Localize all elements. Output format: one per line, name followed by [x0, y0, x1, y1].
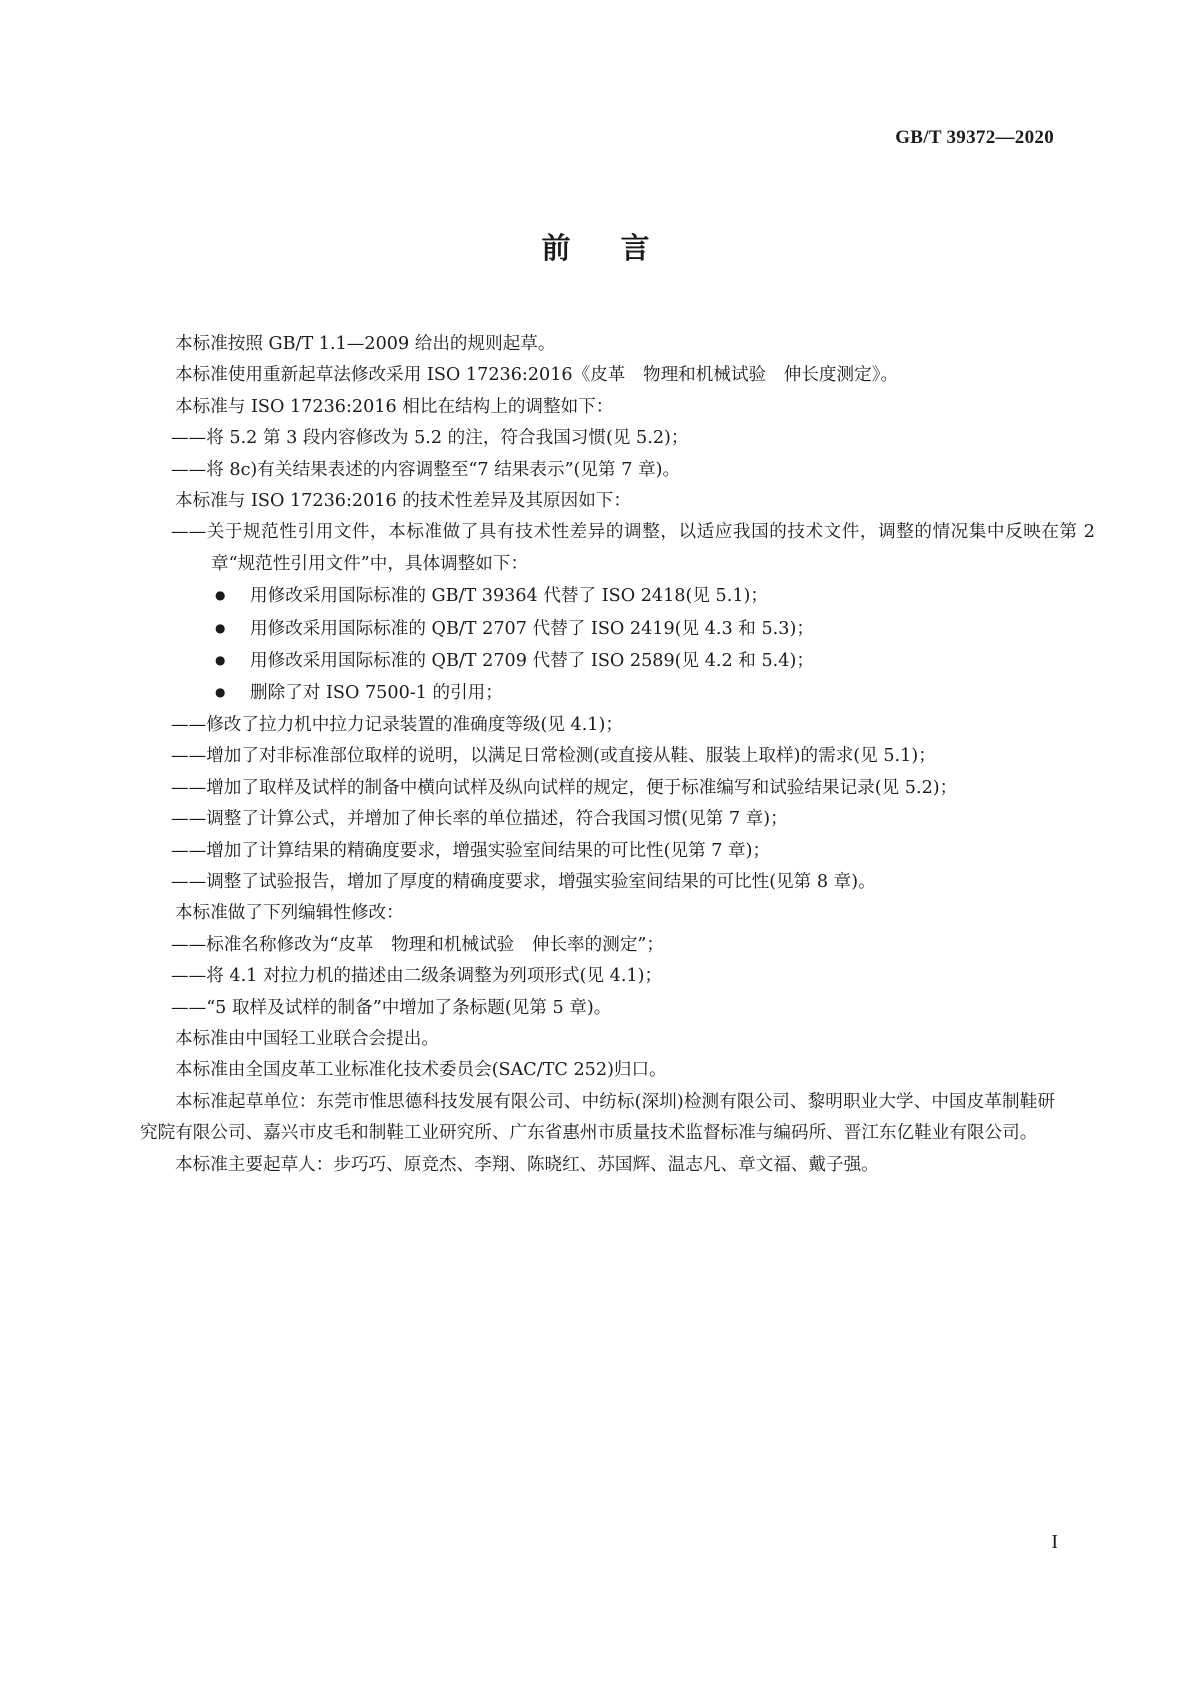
bullet-icon: ● [215, 653, 226, 668]
paragraph-technical-differences: 本标准与 ISO 17236:2016 的技术性差异及其原因如下： [175, 491, 631, 512]
bullet-text: 用修改采用国际标准的 GB/T 39364 代替了 ISO 2418(见 5.1)； [250, 586, 768, 607]
bullet-item [175, 677, 1055, 709]
list-item: ——关于规范性引用文件，本标准做了具有技术性差异的调整，以适应我国的技术文件，调整的情况集中反映在第 2 章“规范性引用文件”中，具体调整如下： [171, 522, 1095, 574]
list-item: ——增加了计算结果的精确度要求，增强实验室间结果的可比性(见第 7 章)； [171, 840, 771, 861]
bullet-item [175, 580, 1055, 612]
list-item: ——将 8c)有关结果表述的内容调整至“7 结果表示”(见第 7 章)。 [171, 459, 681, 480]
paragraph-drafting-units-text: 本标准起草单位：东莞市惟思德科技发展有限公司、中纺标(深圳)检测有限公司、黎明职业大学、中国皮革制鞋研究院有限公司、嘉兴市皮毛和制鞋工业研究所、广东省惠州市质量技术监督标准与编码所、晋江东亿鞋业有限公司。 [140, 1091, 1055, 1144]
paragraph-drafting-rules: 本标准按照 GB/T 1.1—2009 给出的规则起草。 [175, 334, 556, 354]
page-number: I [1051, 1531, 1058, 1553]
paragraph-structural-changes: 本标准与 ISO 17236:2016 相比在结构上的调整如下： [175, 396, 614, 417]
page-title [0, 226, 1191, 267]
list-item: ——修改了拉力机中拉力记录装置的准确度等级(见 4.1)； [171, 714, 623, 735]
bullet-text: 用修改采用国际标准的 QB/T 2709 代替了 ISO 2589(见 4.2 和 5.4)； [250, 651, 814, 672]
paragraph-adoption: 本标准使用重新起草法修改采用 ISO 17236:2016《皮革 物理和机械试验 伸长度测定》。 [175, 365, 899, 386]
paragraph-editorial-changes: 本标准做了下列编辑性修改： [175, 903, 404, 924]
bullet-item [175, 613, 1055, 645]
bullet-text: 用修改采用国际标准的 QB/T 2707 代替了 ISO 2419(见 4.3 和 5.3)； [250, 618, 814, 639]
list-item: ——增加了取样及试样的制备中横向试样及纵向试样的规定，便于标准编写和试验结果记录(见 5.2)； [171, 777, 958, 798]
list-item: ——标准名称修改为“皮革 物理和机械试验 伸长率的测定”； [171, 934, 665, 955]
paragraph-proposer: 本标准由中国轻工业联合会提出。 [175, 1028, 439, 1049]
list-item: ——调整了计算公式，并增加了伸长率的单位描述，符合我国习惯(见第 7 章)； [171, 809, 788, 830]
foreword-body [140, 329, 1095, 1181]
list-item: ——将 5.2 第 3 段内容修改为 5.2 的注，符合我国习惯(见 5.2)； [171, 428, 689, 449]
bullet-text: 删除了对 ISO 7500-1 的引用； [250, 683, 503, 704]
paragraph-drafters: 本标准主要起草人：步巧巧、原竞杰、李翔、陈晓红、苏国辉、温志凡、章文福、戴子强。 [175, 1154, 879, 1175]
list-item: ——“5 取样及试样的制备”中增加了条标题(见第 5 章)。 [171, 997, 612, 1018]
document-code: GB/T 39372—2020 [895, 127, 1054, 148]
bullet-icon: ● [215, 588, 226, 603]
bullet-icon: ● [215, 685, 226, 700]
paragraph-administrator: 本标准由全国皮革工业标准化技术委员会(SAC/TC 252)归口。 [175, 1060, 667, 1081]
paragraph-drafting-units [140, 1087, 1055, 1150]
bullet-item [175, 645, 1055, 677]
page-title-char-1: 前 [541, 231, 571, 265]
page-title-char-2: 言 [620, 231, 650, 265]
list-item: ——将 4.1 对拉力机的描述由二级条调整为列项形式(见 4.1)； [171, 966, 663, 987]
list-item: ——调整了试验报告，增加了厚度的精确度要求，增强实验室间结果的可比性(见第 8 章)。 [171, 871, 876, 892]
list-item: ——增加了对非标准部位取样的说明，以满足日常检测(或直接从鞋、服装上取样)的需求(见 5.1)； [171, 746, 936, 767]
bullet-icon: ● [215, 620, 226, 635]
